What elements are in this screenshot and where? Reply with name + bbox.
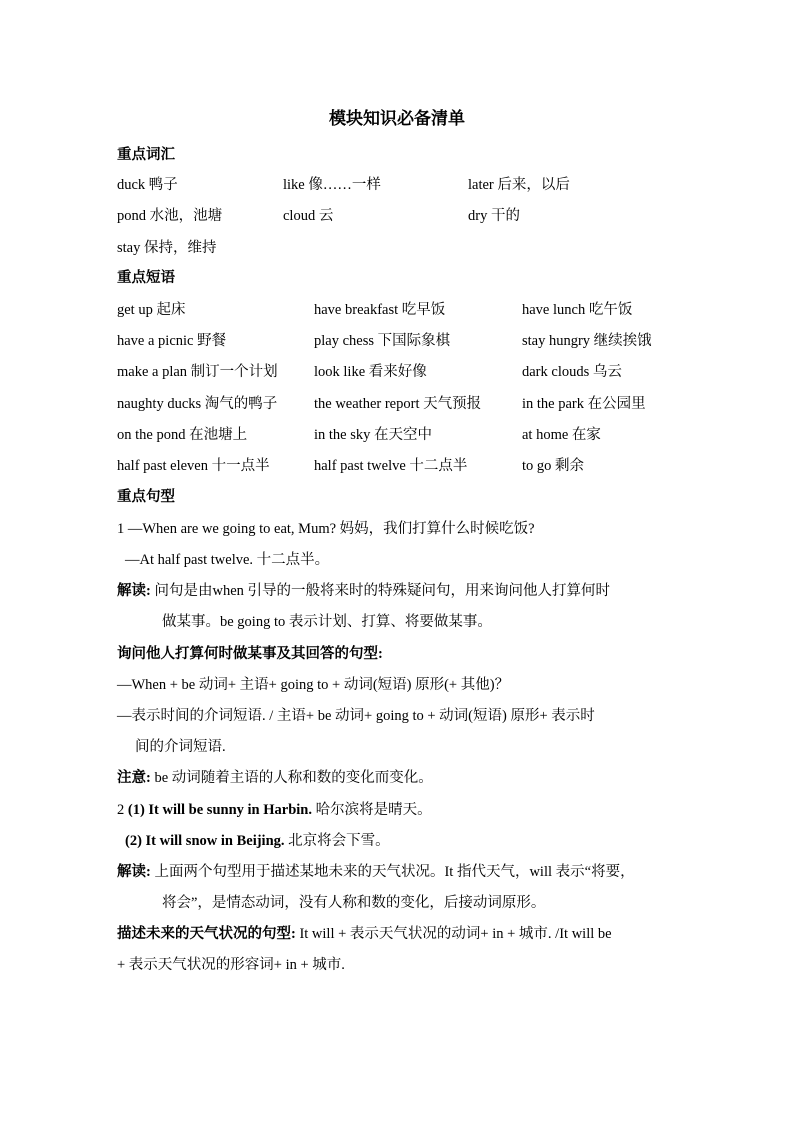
pattern-2-line-1 — [117, 924, 612, 944]
phrase-row — [0, 300, 794, 322]
vocab-item: like 像……一样 — [283, 177, 381, 193]
phrase-row — [0, 425, 794, 447]
phrase-item: in the park 在公园里 — [522, 396, 646, 412]
vocab-row — [0, 238, 794, 260]
phrase-item: have breakfast 吃早饭 — [314, 302, 446, 318]
phrase-row — [0, 456, 794, 478]
vocab-row — [0, 175, 794, 197]
vocab-item: later 后来，以后 — [468, 177, 570, 193]
note-1-line-1 — [117, 581, 610, 601]
vocab-row — [0, 206, 794, 228]
sentence-2-2 — [125, 831, 390, 851]
phrase-item: make a plan 制订一个计划 — [117, 364, 278, 380]
phrase-row — [0, 394, 794, 416]
phrase-item: play chess 下国际象棋 — [314, 333, 451, 349]
phrases-heading: 重点短语 — [117, 270, 175, 286]
note-2-line-2: 将会”，是情态动词，没有人称和数的变化，后接动词原形。 — [162, 895, 546, 911]
sentence-1-question: 1 —When are we going to eat, Mum? 妈妈，我们打算什么时候吃饭? — [117, 521, 535, 537]
note-2-line-1 — [117, 862, 635, 882]
phrase-row — [0, 331, 794, 353]
phrase-item: have lunch 吃午饭 — [522, 302, 633, 318]
note-text: 上面两个句型用于描述某地未来的天气状况。It 指代天气，will 表示“将要， — [150, 864, 635, 880]
pattern-1-line-3: 间的介词短语. — [135, 739, 226, 755]
pattern-1-line-1: —When + be 动词+ 主语+ going to + 动词(短语) 原形(+ 其他)？ — [117, 677, 510, 693]
phrase-item: get up 起床 — [117, 302, 186, 318]
vocab-item: duck 鸭子 — [117, 177, 178, 193]
note-1-line-2: 做某事。be going to 表示计划、打算、将要做某事。 — [162, 614, 492, 630]
sentence-2-2-chinese: 北京将会下雪。 — [284, 833, 390, 849]
attention-label: 注意: — [117, 770, 151, 786]
sentences-heading: 重点句型 — [117, 489, 175, 505]
phrase-item: have a picnic 野餐 — [117, 333, 227, 349]
phrase-item: to go 剩余 — [522, 458, 585, 474]
vocab-item: dry 干的 — [468, 208, 520, 224]
vocab-heading: 重点词汇 — [117, 147, 175, 163]
phrase-item: look like 看来好像 — [314, 364, 427, 380]
attention-note — [117, 768, 433, 788]
sentence-2-2-english: (2) It will snow in Beijing. — [125, 833, 285, 849]
note-text: 问句是由when 引导的一般将来时的特殊疑问句，用来询问他人打算何时 — [150, 583, 610, 599]
phrase-item: at home 在家 — [522, 427, 601, 443]
sentence-2-1-english: (1) It will be sunny in Harbin. — [127, 802, 312, 818]
note-label: 解读: — [117, 583, 151, 599]
sentence-1-answer: —At half past twelve. 十二点半。 — [125, 552, 330, 568]
sentence-2-1 — [117, 800, 432, 820]
phrase-item: dark clouds 乌云 — [522, 364, 622, 380]
phrase-item: in the sky 在天空中 — [314, 427, 433, 443]
phrase-item: the weather report 天气预报 — [314, 396, 482, 412]
note-label: 解读: — [117, 864, 151, 880]
phrase-item: half past twelve 十二点半 — [314, 458, 468, 474]
phrase-item: half past eleven 十一点半 — [117, 458, 270, 474]
pattern-2-line-2: + 表示天气状况的形容词+ in + 城市. — [117, 957, 345, 973]
vocab-item: pond 水池，池塘 — [117, 208, 223, 224]
phrase-row — [0, 362, 794, 384]
page-title: 模块知识必备清单 — [329, 109, 465, 128]
pattern-1-heading: 询问他人打算何时做某事及其回答的句型: — [117, 646, 383, 662]
pattern-1-line-2: —表示时间的介词短语. / 主语+ be 动词+ going to + 动词(短语) 原形+ 表示时 — [117, 708, 595, 724]
vocab-item: cloud 云 — [283, 208, 334, 224]
vocab-item: stay 保持，维持 — [117, 240, 217, 256]
attention-text: be 动词随着主语的人称和数的变化而变化。 — [150, 770, 433, 786]
pattern-2-text: It will + 表示天气状况的动词+ in + 城市. /It will be — [295, 926, 612, 942]
phrase-item: stay hungry 继续挨饿 — [522, 333, 652, 349]
phrase-item: naughty ducks 淘气的鸭子 — [117, 396, 278, 412]
phrase-item: on the pond 在池塘上 — [117, 427, 248, 443]
pattern-2-heading: 描述未来的天气状况的句型: — [117, 926, 296, 942]
sentence-2-number: 2 — [117, 802, 128, 818]
sentence-2-1-chinese: 哈尔滨将是晴天。 — [312, 802, 432, 818]
